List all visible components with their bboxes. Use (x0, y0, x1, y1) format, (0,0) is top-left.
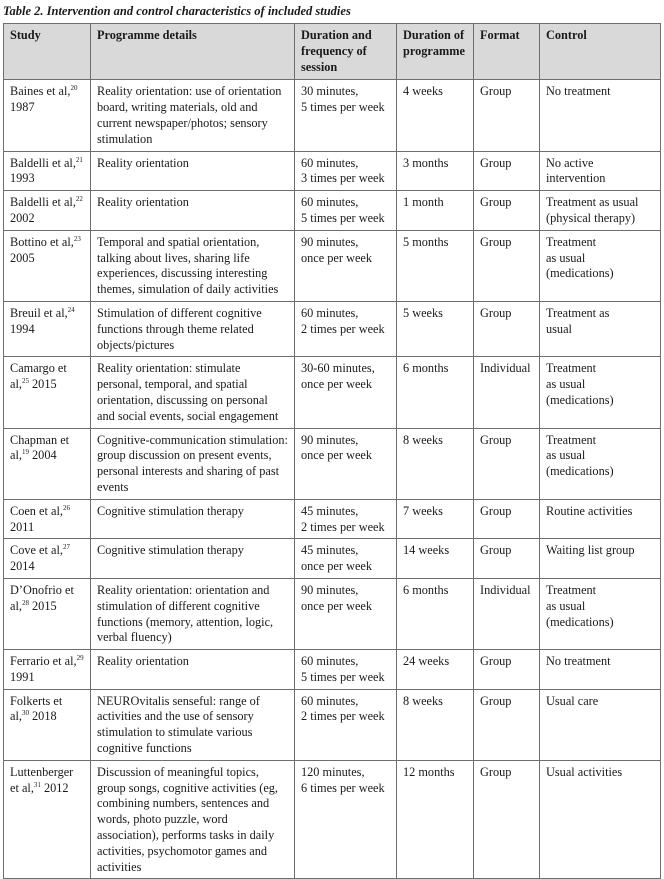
cell-study (4, 539, 91, 579)
study-author: D’Onofrio et al, (10, 582, 74, 613)
cell-control: No treatment (540, 80, 661, 151)
cell-programme-details: Reality orientation (91, 650, 295, 690)
study-year: 1987 (10, 100, 35, 115)
cell-duration-frequency: 60 minutes, 5 times per week (295, 650, 397, 690)
cell-format: Group (474, 80, 540, 151)
cell-format: Group (474, 499, 540, 539)
characteristics-table (3, 23, 661, 879)
reference-number: 29 (76, 654, 84, 663)
study-author: Breuil et al, (10, 305, 68, 320)
cell-study (4, 428, 91, 499)
table-row (4, 428, 661, 499)
cell-format: Group (474, 650, 540, 690)
cell-programme-details: Temporal and spatial orientation, talking about lives, sharing life experiences, discussing interesting themes, simulation of daily activities (91, 230, 295, 301)
study-year: 2011 (10, 519, 35, 534)
study-year: 2014 (10, 559, 35, 574)
table-row (4, 357, 661, 428)
cell-control: No treatment (540, 650, 661, 690)
study-author: Chapman et al, (10, 432, 70, 463)
reference-number: 26 (62, 503, 70, 512)
cell-programme-details: Reality orientation: use of orientation board, writing materials, old and current newspaper/photos; sensory stimulation (91, 80, 295, 151)
table-row (4, 578, 661, 649)
study-author: Folkerts et al, (10, 693, 63, 724)
cell-programme-details: Reality orientation (91, 151, 295, 191)
header-format: Format (474, 24, 540, 80)
cell-duration-frequency: 60 minutes, 2 times per week (295, 689, 397, 760)
cell-duration-frequency: 120 minutes, 6 times per week (295, 760, 397, 879)
cell-duration-programme: 6 months (397, 357, 474, 428)
reference-number: 28 (21, 598, 29, 607)
cell-duration-programme: 8 weeks (397, 689, 474, 760)
cell-duration-frequency: 45 minutes, once per week (295, 539, 397, 579)
cell-control: Treatment as usual (physical therapy) (540, 191, 661, 231)
cell-control: Routine activities (540, 499, 661, 539)
cell-duration-frequency: 45 minutes, 2 times per week (295, 499, 397, 539)
cell-duration-frequency: 90 minutes, once per week (295, 230, 397, 301)
study-author: Coen et al, (10, 503, 63, 518)
reference-number: 21 (75, 155, 83, 164)
cell-programme-details: NEUROvitalis senseful: range of activities and the use of sensory stimulation to stimulate various cognitive functions (91, 689, 295, 760)
table-row (4, 689, 661, 760)
study-author: Cove et al, (10, 543, 63, 558)
cell-study (4, 191, 91, 231)
cell-format: Group (474, 301, 540, 356)
study-year: 2015 (28, 598, 57, 613)
cell-format: Group (474, 151, 540, 191)
cell-duration-programme: 14 weeks (397, 539, 474, 579)
table-row (4, 499, 661, 539)
cell-programme-details: Cognitive stimulation therapy (91, 499, 295, 539)
reference-number: 19 (21, 448, 29, 457)
cell-study (4, 499, 91, 539)
cell-duration-programme: 7 weeks (397, 499, 474, 539)
header-control: Control (540, 24, 661, 80)
cell-format: Group (474, 191, 540, 231)
table-row (4, 760, 661, 879)
study-year: 2004 (28, 448, 57, 463)
reference-number: 22 (75, 195, 83, 204)
study-author: Baldelli et al, (10, 155, 76, 170)
cell-duration-frequency: 90 minutes, once per week (295, 578, 397, 649)
cell-duration-frequency: 60 minutes, 2 times per week (295, 301, 397, 356)
study-author: Camargo et al, (10, 361, 67, 392)
cell-programme-details: Reality orientation (91, 191, 295, 231)
header-duration-frequency: Duration and frequency of session (295, 24, 397, 80)
cell-format: Group (474, 428, 540, 499)
reference-number: 27 (62, 543, 70, 552)
reference-number: 30 (21, 709, 29, 718)
cell-control: Usual care (540, 689, 661, 760)
study-year: 1994 (10, 321, 35, 336)
cell-study (4, 650, 91, 690)
study-author: Ferrario et al, (10, 654, 77, 669)
header-programme-details: Programme details (91, 24, 295, 80)
cell-study (4, 357, 91, 428)
cell-duration-programme: 5 weeks (397, 301, 474, 356)
cell-duration-programme: 5 months (397, 230, 474, 301)
reference-number: 23 (73, 234, 81, 243)
cell-control: Usual activities (540, 760, 661, 879)
cell-control: Treatment as usual (medications) (540, 578, 661, 649)
cell-format: Group (474, 760, 540, 879)
cell-duration-programme: 24 weeks (397, 650, 474, 690)
cell-study (4, 230, 91, 301)
cell-duration-programme: 6 months (397, 578, 474, 649)
cell-duration-frequency: 30 minutes, 5 times per week (295, 80, 397, 151)
cell-format: Individual (474, 357, 540, 428)
reference-number: 25 (21, 377, 29, 386)
study-author: Baines et al, (10, 84, 71, 99)
cell-control: Treatment as usual (540, 301, 661, 356)
table-row (4, 301, 661, 356)
cell-duration-frequency: 60 minutes, 5 times per week (295, 191, 397, 231)
cell-duration-frequency: 30-60 minutes, once per week (295, 357, 397, 428)
study-author: Baldelli et al, (10, 195, 76, 210)
table-row (4, 650, 661, 690)
cell-duration-programme: 12 months (397, 760, 474, 879)
cell-duration-programme: 8 weeks (397, 428, 474, 499)
cell-control: Waiting list group (540, 539, 661, 579)
cell-control: Treatment as usual (medications) (540, 357, 661, 428)
cell-control: No active intervention (540, 151, 661, 191)
study-author: Bottino et al, (10, 234, 74, 249)
header-duration-programme: Duration of programme (397, 24, 474, 80)
cell-duration-programme: 1 month (397, 191, 474, 231)
study-year: 2005 (10, 250, 35, 265)
cell-programme-details: Cognitive-communication stimulation: group discussion on present events, personal interests and sharing of past events (91, 428, 295, 499)
table-body (4, 80, 661, 879)
cell-programme-details: Reality orientation: orientation and stimulation of different cognitive functions (memory, attention, logic, verbal fluency) (91, 578, 295, 649)
table-caption: Table 2. Intervention and control characteristics of included studies (3, 4, 351, 18)
table-row (4, 230, 661, 301)
cell-format: Individual (474, 578, 540, 649)
cell-format: Group (474, 689, 540, 760)
cell-study (4, 760, 91, 879)
cell-control: Treatment as usual (medications) (540, 428, 661, 499)
study-year: 1993 (10, 171, 35, 186)
table-row (4, 539, 661, 579)
cell-programme-details: Discussion of meaningful topics, group songs, cognitive activities (eg, combining numbers, sentences and words, photo puzzle, word association), performs tasks in daily activities, psychomotor games and activities (91, 760, 295, 879)
reference-number: 31 (33, 780, 41, 789)
study-author: Luttenberger et al, (10, 764, 74, 795)
cell-study (4, 301, 91, 356)
study-year: 2012 (40, 780, 69, 795)
table-row (4, 151, 661, 191)
reference-number: 24 (67, 305, 75, 314)
cell-format: Group (474, 539, 540, 579)
study-year: 2018 (28, 709, 57, 724)
table-row (4, 80, 661, 151)
cell-duration-programme: 4 weeks (397, 80, 474, 151)
cell-programme-details: Reality orientation: stimulate personal, temporal, and spatial orientation, discussing on personal and social events, social engagement (91, 357, 295, 428)
cell-programme-details: Stimulation of different cognitive functions through theme related objects/pictures (91, 301, 295, 356)
cell-duration-programme: 3 months (397, 151, 474, 191)
cell-programme-details: Cognitive stimulation therapy (91, 539, 295, 579)
study-year: 1991 (10, 669, 35, 684)
study-year: 2015 (28, 377, 57, 392)
cell-duration-frequency: 60 minutes, 3 times per week (295, 151, 397, 191)
cell-control: Treatment as usual (medications) (540, 230, 661, 301)
cell-format: Group (474, 230, 540, 301)
cell-study (4, 80, 91, 151)
cell-duration-frequency: 90 minutes, once per week (295, 428, 397, 499)
reference-number: 20 (70, 84, 78, 93)
header-row (4, 24, 661, 80)
cell-study (4, 578, 91, 649)
study-year: 2002 (10, 210, 35, 225)
table-row (4, 191, 661, 231)
header-study: Study (4, 24, 91, 80)
cell-study (4, 151, 91, 191)
cell-study (4, 689, 91, 760)
